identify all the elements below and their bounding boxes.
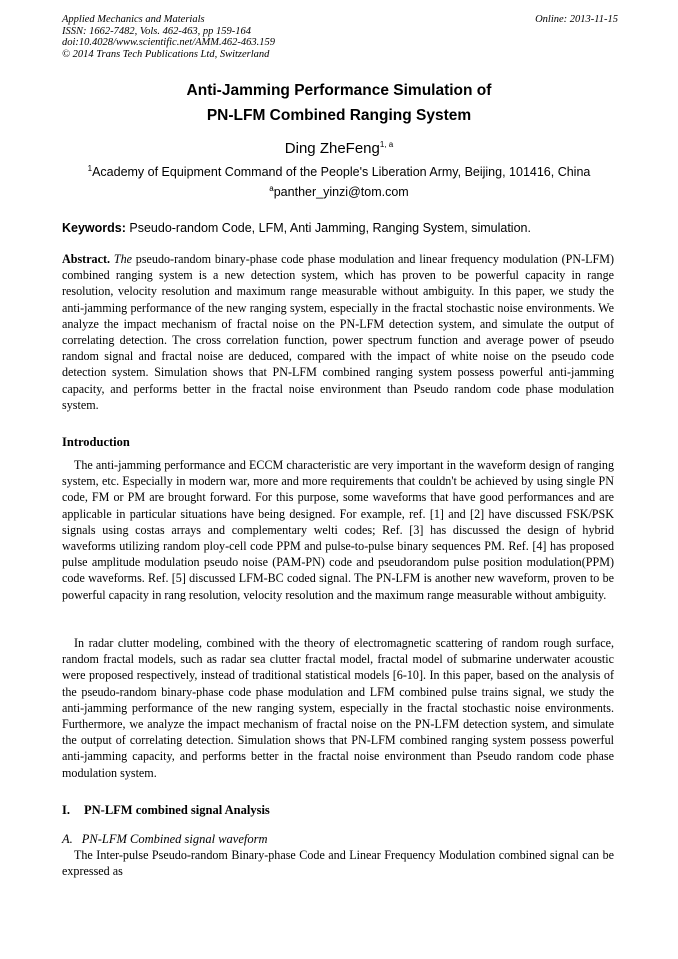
keywords-label: Keywords:	[62, 221, 126, 235]
email-superscript: a	[269, 183, 274, 193]
email-address: panther_yinzi@tom.com	[273, 185, 409, 199]
author-name: Ding ZheFeng	[284, 140, 380, 157]
introduction-heading: Introduction	[62, 435, 130, 449]
online-date: Online: 2013-11-15	[535, 14, 618, 25]
author-superscript: 1, a	[379, 140, 394, 149]
abstract-lead-word: The	[113, 252, 132, 266]
keywords-line	[62, 221, 618, 235]
journal-header	[62, 14, 618, 60]
introduction-paragraph-2: In radar clutter modeling, combined with the theory of electromagnetic scattering of random rough surface, random fractal models, such as radar sea clutter fractal model, fractal model of submarine underwater acoustic were proposed respectively, instead of traditional statistical models [6-10]. In this paper, based on the analysis of the pseudo-random binary-phase code phase modulation and LFM combined pulse trains signal, we study the anti-jamming performance of the new ranging system, especially in the fractal stochastic noise environments. Furthermore, we analyze the impact mechanism of fractal noise on the PN-LFM detection system, and simulate the output of correlating detection. Simulation shows that PN-LFM combined ranging system possess powerful anti-jamming capacity, and performs better in the fractal noise environment than Pseudo random code phase modulation system.	[62, 636, 614, 780]
abstract-paragraph	[62, 251, 614, 413]
affiliation-text: Academy of Equipment Command of the People's Liberation Army, Beijing, 101416, China	[92, 165, 591, 179]
doi-line: doi:10.4028/www.scientific.net/AMM.462-463.159	[62, 37, 275, 49]
paper-title-line-1: Anti-Jamming Performance Simulation of	[186, 82, 492, 99]
section-1-title: PN-LFM combined signal Analysis	[84, 803, 270, 817]
affiliation-superscript: 1	[87, 163, 93, 173]
author-line	[0, 140, 678, 157]
introduction-paragraph-1: The anti-jamming performance and ECCM characteristic are very important in the waveform design of ranging system, etc. Especially in modern war, more and more requirements that couldn't be achieved by using single PN code, FM or PM are brought forward. For this purpose, some waveforms that have good performances and are applicable in particular situations have being designed. For example, ref. [1] and [2] have discussed FSK/PSK signals using costas arrays and complementary welti codes; Ref. [3] has discussed the design of hybrid waveforms utilizing random ploy-cell code PPM and pulse-to-pulse binary sequences PM. Ref. [4] has proposed pulse amplitude modulation pseudo noise (PAM-PN) code and pseudorandom pulse position modulation(PPM) code waveforms. Ref. [5] discussed LFM-BC coded signal. The PN-LFM is another new waveform, proven to be powerful capacity in rang resolution, velocity resolution and the maximum range measurable without ambiguity.	[62, 458, 614, 602]
issn-line: ISSN: 1662-7482, Vols. 462-463, pp 159-164	[62, 25, 251, 37]
journal-name: Applied Mechanics and Materials	[62, 14, 205, 25]
section-1-number: I.	[62, 803, 70, 817]
subsection-a-paragraph: The Inter-pulse Pseudo-random Binary-phase Code and Linear Frequency Modulation combined signal can be expressed as	[62, 848, 614, 879]
section-1-heading	[62, 803, 270, 818]
keywords-text: Pseudo-random Code, LFM, Anti Jamming, Ranging System, simulation.	[125, 221, 531, 235]
email-line	[0, 185, 678, 199]
affiliation-line	[0, 165, 678, 179]
subsection-a-number: A.	[62, 832, 73, 846]
abstract-label: Abstract.	[62, 252, 111, 266]
subsection-a-heading	[62, 832, 268, 847]
subsection-a-title: PN-LFM Combined signal waveform	[81, 832, 268, 846]
paper-title-line-2: PN-LFM Combined Ranging System	[206, 107, 472, 124]
copyright-line: © 2014 Trans Tech Publications Ltd, Switzerland	[62, 48, 270, 60]
abstract-text: pseudo-random binary-phase code phase modulation and linear frequency modulation (PN-LFM) combined ranging system is a new detection system, which has proven to be powerful capacity in range resolution, velocity resolution and maximum range measurable without ambiguity. In this paper, we study the anti-jamming performance of the new ranging system, especially in the fractal stochastic noise environments. We analyze the impact mechanism of fractal noise on the PN-LFM detection system, and simulate the output of correlating detection. The cross correlation function, power spectrum function and average power of pseudo random signal and fractal noise are deduced, compared with the impact of white noise on the pseudo code detection system. Simulation shows that PN-LFM combined ranging system possess powerful anti-jamming capacity, and performs better in the fractal noise environment than Pseudo random code phase modulation system.	[62, 252, 614, 412]
